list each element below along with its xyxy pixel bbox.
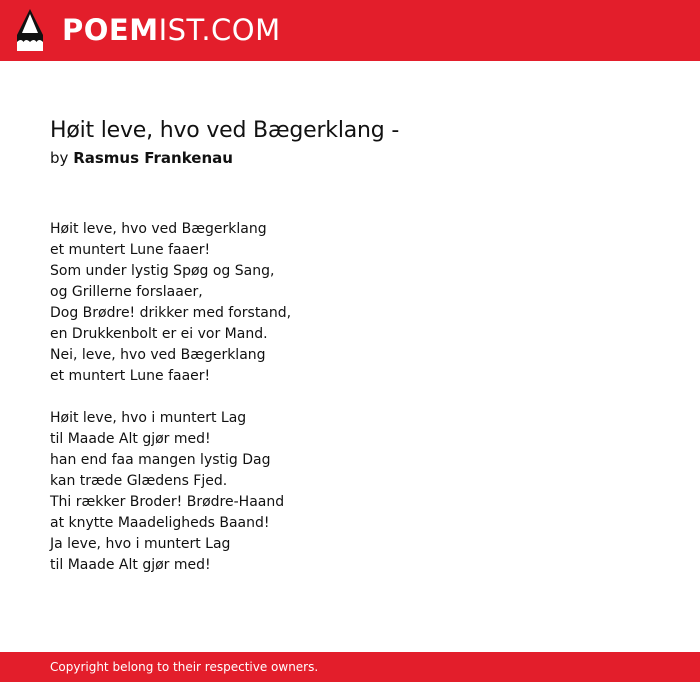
- poem-line: en Drukkenbolt er ei vor Mand.: [50, 326, 268, 342]
- site-footer: [0, 652, 700, 682]
- byline-prefix: by: [50, 149, 69, 167]
- poem-line: Thi rækker Broder! Brødre-Haand: [50, 494, 285, 510]
- poem-line: Nei, leve, hvo ved Bægerklang: [50, 347, 266, 363]
- logo-light-text: IST.COM: [158, 13, 281, 47]
- poem-body: [50, 219, 650, 597]
- stanza-1: [50, 219, 650, 387]
- poem-line: Som under lystig Spøg og Sang,: [50, 263, 275, 279]
- poem-line: Ja leve, hvo i muntert Lag: [50, 536, 231, 552]
- poem-line: et muntert Lune faaer!: [50, 242, 211, 258]
- stanza-2: [50, 408, 650, 576]
- site-header: [0, 0, 700, 61]
- copyright-notice: Copyright belong to their respective owners.: [50, 660, 319, 674]
- poem-line: han end faa mangen lystig Dag: [50, 452, 271, 468]
- pencil-logo-icon[interactable]: [17, 9, 43, 51]
- poem-line: kan træde Glædens Fjed.: [50, 473, 228, 489]
- byline: [50, 148, 233, 168]
- poem-line: Høit leve, hvo i muntert Lag: [50, 410, 247, 426]
- poem-title: Høit leve, hvo ved Bægerklang -: [50, 118, 400, 143]
- site-logo[interactable]: [62, 12, 281, 48]
- poem-line: Høit leve, hvo ved Bægerklang: [50, 221, 267, 237]
- poem-line: et muntert Lune faaer!: [50, 368, 211, 384]
- poem-line: at knytte Maadeligheds Baand!: [50, 515, 270, 531]
- poem-line: til Maade Alt gjør med!: [50, 431, 211, 447]
- logo-bold-text: POEM: [62, 13, 159, 47]
- author-name: Rasmus Frankenau: [73, 149, 233, 167]
- poem-line: Dog Brødre! drikker med forstand,: [50, 305, 292, 321]
- poem-line: til Maade Alt gjør med!: [50, 557, 211, 573]
- poem-line: og Grillerne forslaaer,: [50, 284, 203, 300]
